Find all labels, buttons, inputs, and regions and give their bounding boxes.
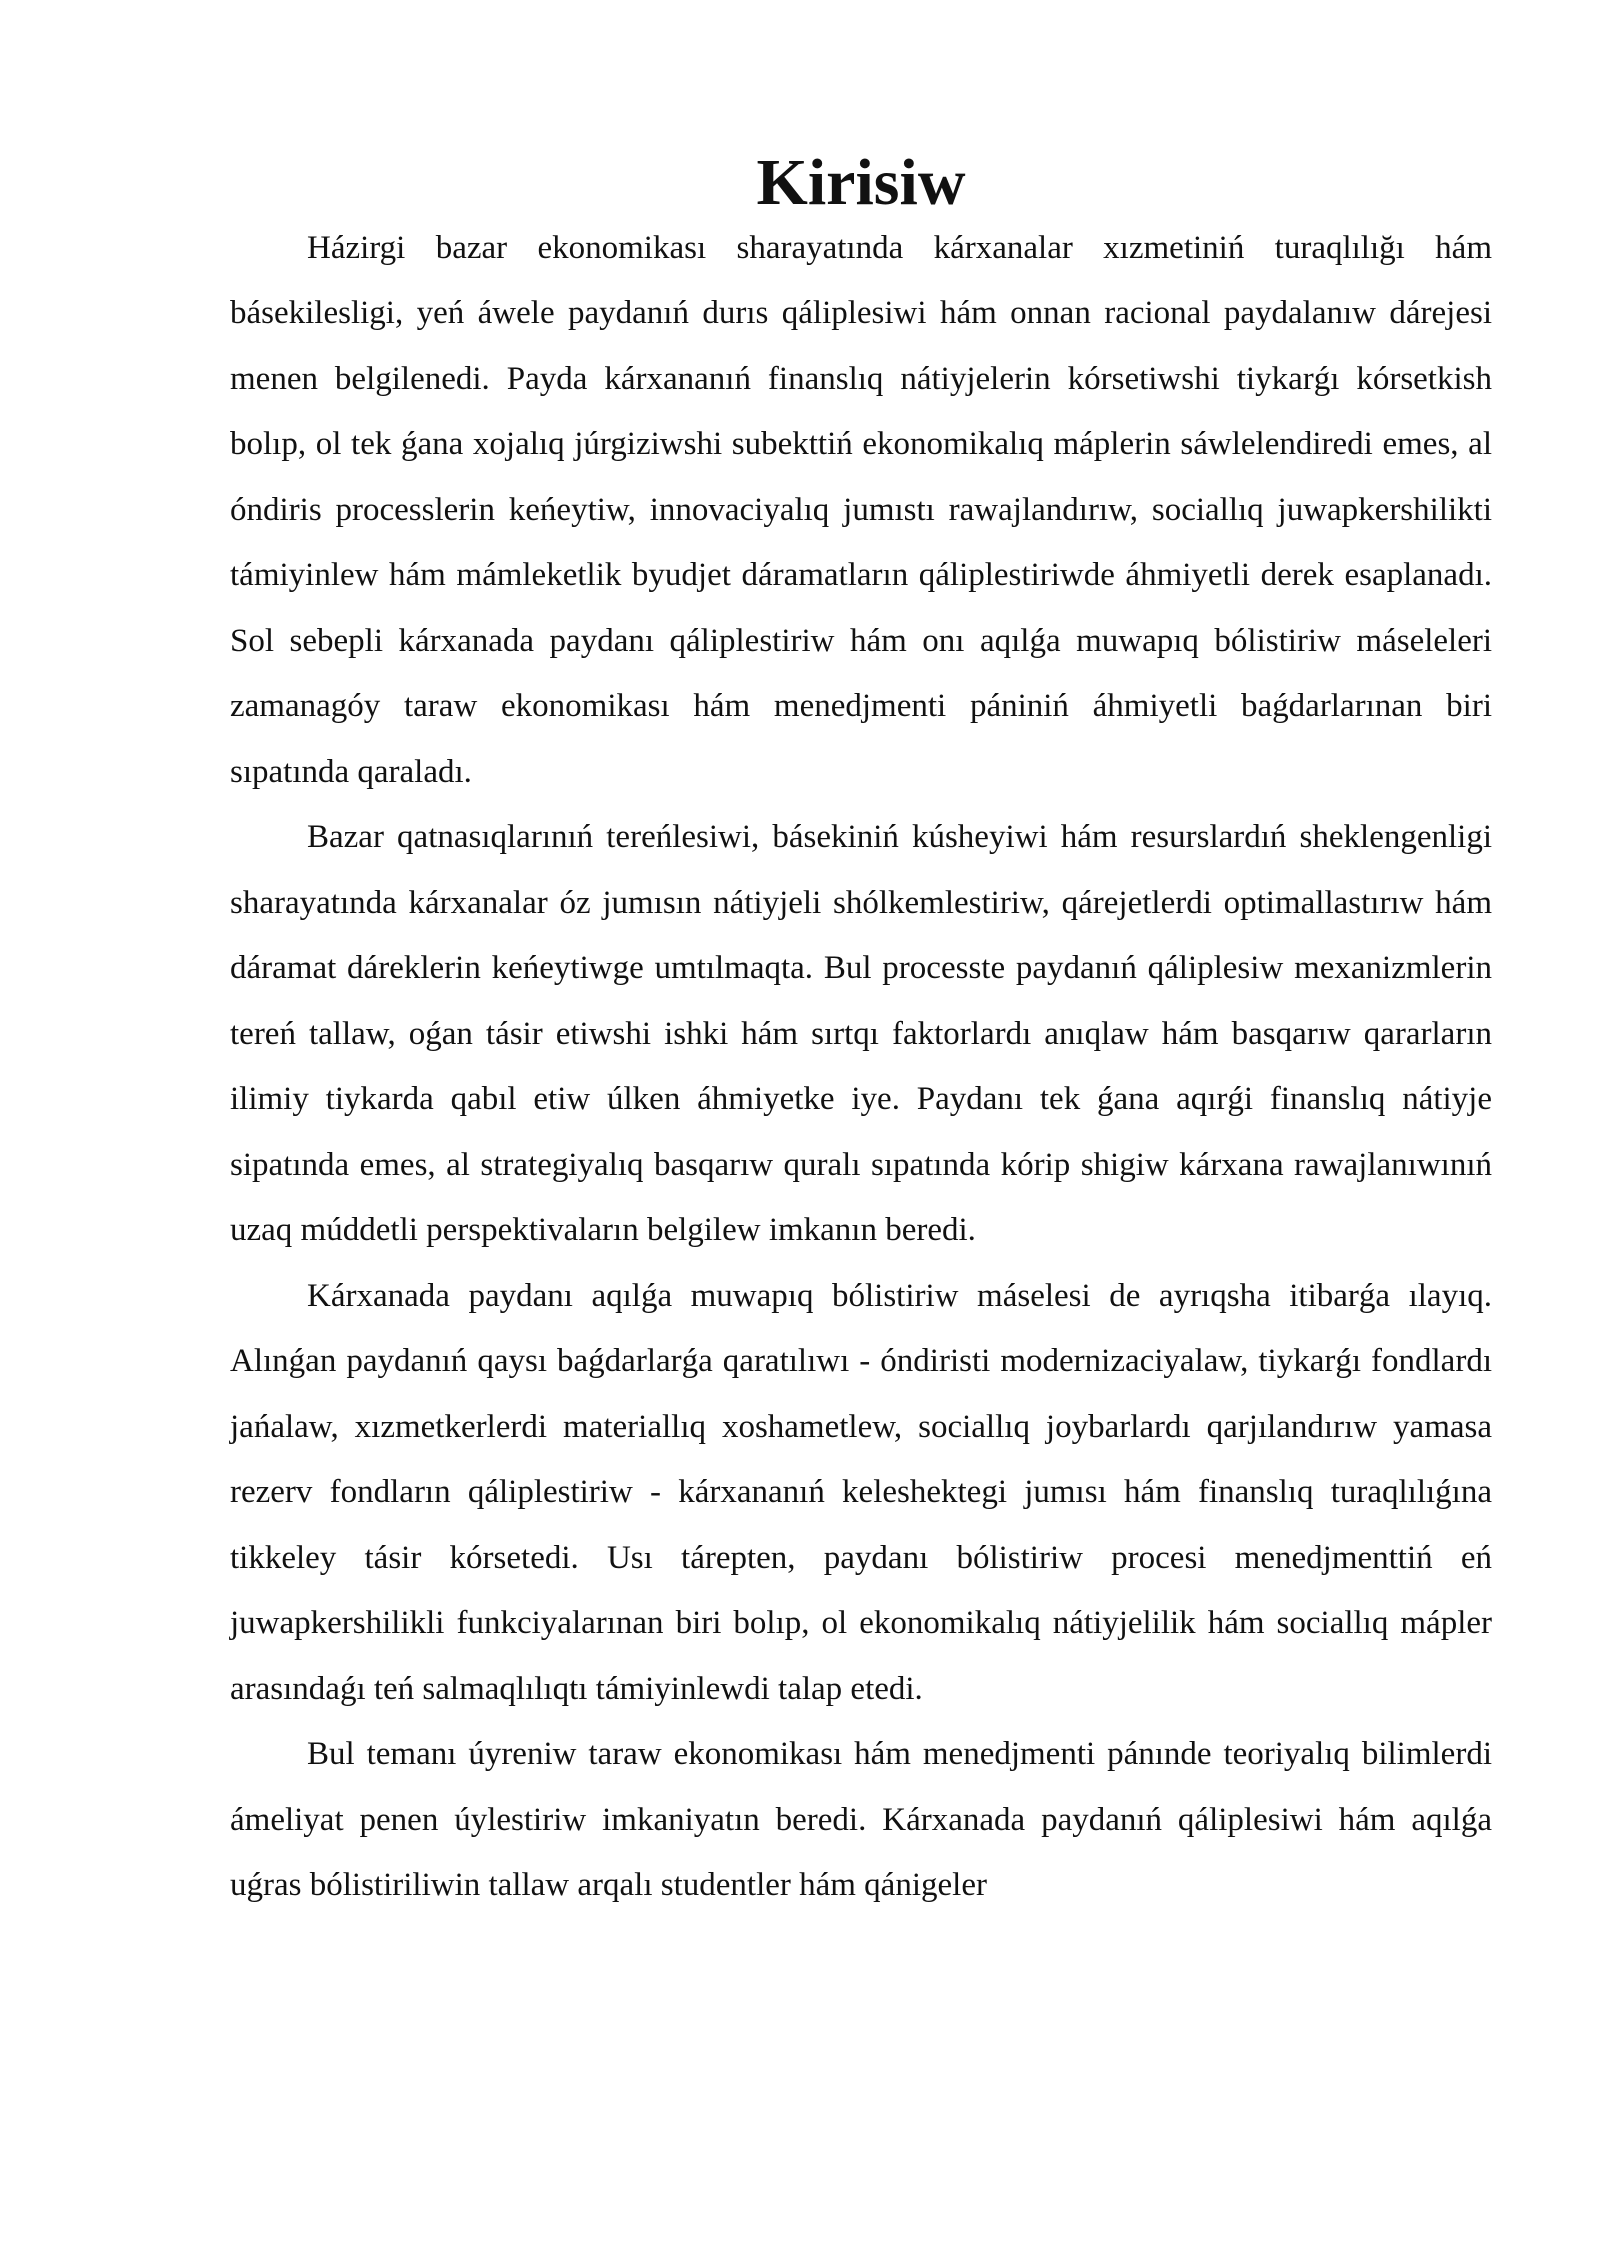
paragraph-2: Bazar qatnasıqlarınıń tereńlesiwi, básekiniń kúsheyiwi hám resurslardıń sheklengenligi sharayatında kárxanalar óz jumısın nátiyjeli shólkemlestiriw, qárejetlerdi optimallastırıw hám dáramat dáreklerin keńeytiwge umtılmaqta. Bul processte paydanıń qáliplesiw mexanizmlerin tereń tallaw, oǵan tásir etiwshi ishki hám sırtqı faktorlardı anıqlaw hám basqarıw qararların ilimiy tiykarda qabıl etiw úlken áhmiyetke iye. Paydanı tek ǵana aqırǵi finanslıq nátiyje sipatında emes, al strategiyalıq basqarıw quralı sıpatında kórip shigiw kárxana rawajlanıwınıń uzaq múddetli perspektivaların belgilew imkanın beredi. [230, 819, 1492, 1248]
paragraph-4: Bul temanı úyreniw taraw ekonomikası hám menedjmenti pánınde teoriyalıq bilimlerdi ámeliyat penen úylestiriw imkaniyatın beredi. Kárxanada paydanıń qáliplesiwi hám aqılǵa uǵras bólistiriliwin tallaw arqalı studentler hám qánigeler [230, 1736, 1492, 1903]
document-body [230, 146, 1492, 1919]
paragraph-1: Házirgi bazar ekonomikası sharayatında kárxanalar xızmetiniń turaqlılığı hám básekilesligi, yeń áwele paydanıń durıs qáliplesiwi hám onnan racional paydalanıw dárejesi menen belgilenedi. Payda kárxananıń finanslıq nátiyjelerin kórsetiwshi tiykarǵı kórsetkish bolıp, ol tek ǵana xojalıq júrgiziwshi subekttiń ekonomikalıq máplerin sáwlelendiredi emes, al óndiris processlerin keńeytiw, innovaciyalıq jumıstı rawajlandırıw, sociallıq juwapkershilikti támiyinlew hám mámleketlik byudjet dáramatların qáliplestiriwde áhmiyetli derek esaplanadı. Sol sebepli kárxanada paydanı qáliplestiriw hám onı aqılǵa muwapıq bólistiriw máseleleri zamanagóy taraw ekonomikası hám menedjmenti pániniń áhmiyetli baǵdarlarınan biri sıpatında qaraladı. [230, 229, 1492, 790]
page-title: Kirisiw [756, 146, 966, 219]
paragraph-3: Kárxanada paydanı aqılǵa muwapıq bólistiriw máselesi de ayrıqsha itibarǵa ılayıq. Alınǵan paydanıń qaysı baǵdarlarǵa qaratılıwı - óndiristi modernizaciyalaw, tiykarǵı fondlardı jańalaw, xızmetkerlerdi materiallıq xoshametlew, sociallıq joybarlardı qarjılandırıw yamasa rezerv fondların qáliplestiriw - kárxananıń keleshektegi jumısı hám finanslıq turaqlılıǵına tikkeley tásir kórsetedi. Usı tárepten, paydanı bólistiriw procesi menedjmenttiń eń juwapkershilikli funkciyalarınan biri bolıp, ol ekonomikalıq nátiyjelilik hám sociallıq mápler arasındaǵı teń salmaqlılıqtı támiyinlewdi talap etedi. [230, 1277, 1492, 1707]
